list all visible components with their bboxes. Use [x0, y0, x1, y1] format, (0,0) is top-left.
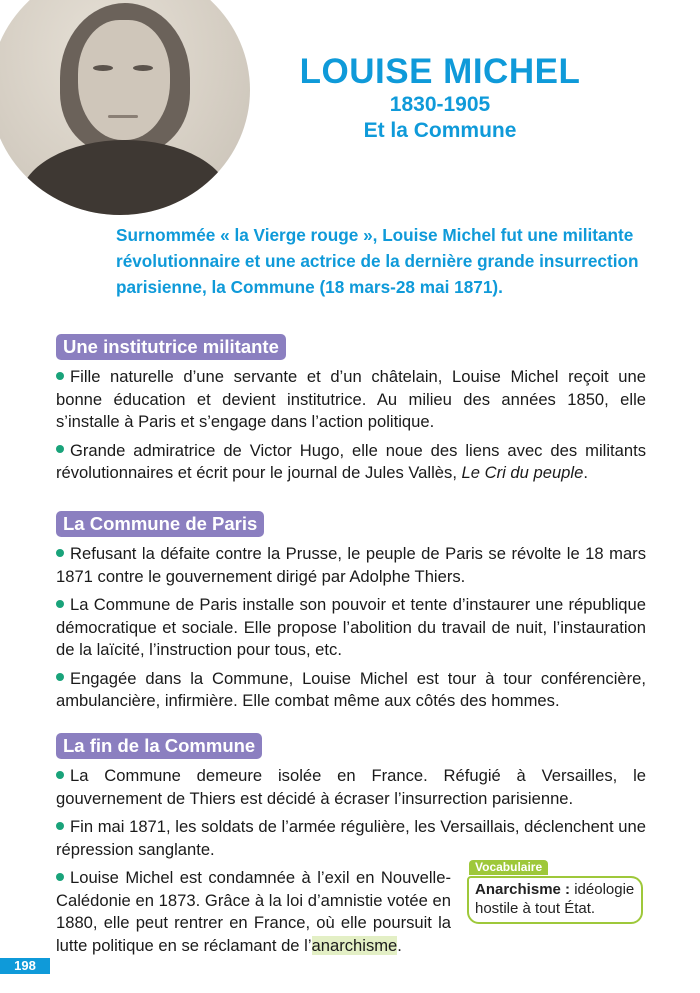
- portrait-eye-icon: [93, 65, 113, 71]
- bullet-icon: [56, 549, 64, 557]
- portrait-body: [20, 140, 230, 215]
- vocabulary-definition: idéologie hostile à tout État.: [475, 881, 635, 917]
- paragraph-text: Refusant la défaite contre la Prusse, le peuple de Paris se révolte le 18 mars 1871 contre le gouvernement dirigé par Adolphe Thiers.: [56, 544, 646, 586]
- paragraph: [56, 366, 646, 434]
- paragraph: [56, 668, 646, 713]
- paragraph: [56, 867, 451, 957]
- section-commune: [56, 511, 646, 719]
- paragraph-end: .: [583, 463, 588, 482]
- title-block: [280, 52, 600, 144]
- bullet-icon: [56, 673, 64, 681]
- paragraph-text: La Commune de Paris installe son pouvoir et tente d’instaurer une république démocratique et sociale. Elle propose l’abolition du travail de nuit, l’instauration de la laïcité, l’instruction pour tous, etc.: [56, 595, 646, 659]
- bullet-icon: [56, 822, 64, 830]
- bullet-icon: [56, 771, 64, 779]
- page-subtitle: Et la Commune: [363, 119, 517, 142]
- page-number: 198: [0, 958, 50, 974]
- portrait-mouth-icon: [108, 115, 138, 118]
- section-institutrice: [56, 334, 646, 491]
- bullet-icon: [56, 372, 64, 380]
- portrait-photo: [0, 0, 250, 215]
- bullet-icon: [56, 600, 64, 608]
- paragraph: [56, 440, 646, 485]
- section-heading: Une institutrice militante: [56, 334, 286, 360]
- vocabulary-term: Anarchisme :: [475, 881, 571, 898]
- paragraph-text: Louise Michel est condamnée à l’exil en Nouvelle-Calédonie en 1873. Grâce à la loi d’amnistie votée en 1880, elle peut rentrer en France, où elle poursuit la lutte politique en se réclamant de l’: [56, 868, 451, 955]
- section-heading: La Commune de Paris: [56, 511, 264, 537]
- paragraph-end: .: [397, 935, 402, 955]
- paragraph: [56, 543, 646, 588]
- paragraph-text: Grande admiratrice de Victor Hugo, elle noue des liens avec des militants révolutionnaires et écrit pour le journal de Jules Vallès,: [56, 440, 646, 482]
- bullet-icon: [56, 873, 64, 881]
- paragraph-text: Fin mai 1871, les soldats de l’armée régulière, les Versaillais, déclenchent une répression sanglante.: [56, 817, 646, 859]
- vocabulary-box: [467, 858, 643, 924]
- journal-title: Le Cri du peuple: [461, 463, 584, 482]
- portrait-face: [78, 20, 170, 140]
- paragraph-text: Engagée dans la Commune, Louise Michel est tour à tour conférencière, ambulancière, infirmière. Elle combat même aux côtés des hommes.: [56, 668, 646, 710]
- paragraph-text: Fille naturelle d’une servante et d’un châtelain, Louise Michel reçoit une bonne éducation et devient institutrice. Au milieu des années 1850, elle s’installe à Paris et s’engage dans l’action politique.: [56, 367, 646, 431]
- section-fin-commune: [56, 733, 646, 963]
- intro-paragraph: Surnommée « la Vierge rouge », Louise Michel fut une militante révolutionnaire et une actrice de la dernière grande insurrection parisienne, la Commune (18 mars-28 mai 1871).: [116, 225, 639, 297]
- paragraph: [56, 765, 646, 810]
- life-dates: 1830-1905: [389, 93, 491, 116]
- paragraph: [56, 816, 646, 861]
- vocabulary-content: [467, 876, 643, 924]
- portrait-eye-icon: [133, 65, 153, 71]
- highlighted-term: anarchisme: [311, 935, 398, 955]
- section-heading: La fin de la Commune: [56, 733, 262, 759]
- bullet-icon: [56, 445, 64, 453]
- vocabulary-tag: Vocabulaire: [469, 860, 548, 875]
- page-title: LOUISE MICHEL: [299, 52, 581, 91]
- paragraph: [56, 594, 646, 662]
- paragraph-text: La Commune demeure isolée en France. Réfugié à Versailles, le gouvernement de Thiers est décidé à écraser l’insurrection parisienne.: [56, 766, 646, 808]
